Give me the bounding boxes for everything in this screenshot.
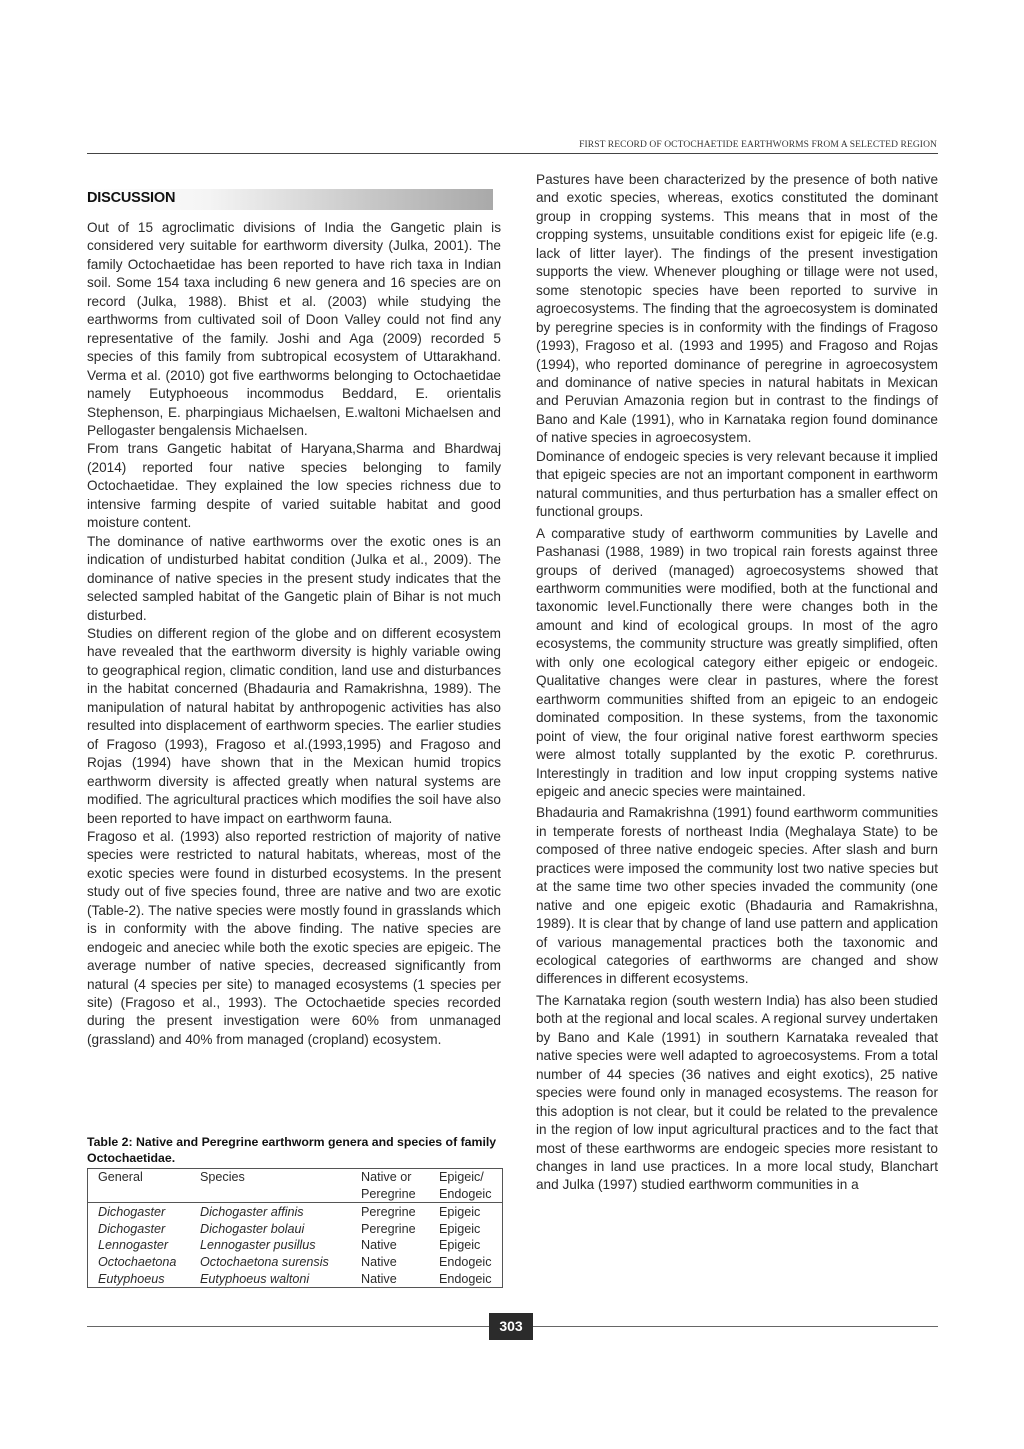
table-cell: Octochaetona [98,1254,177,1269]
table-cell: Native [361,1254,397,1269]
table-cell: Native [361,1271,397,1286]
table-row [88,1237,503,1254]
paragraph: From trans Gangetic habitat of Haryana,Sharma and Bhardwaj (2014) reported four native species belonging to family Octochaetidae. They explained the low species richness due to intensive farming despite of varied suitable habitat and good moisture content. [87,441,501,531]
table-row [88,1203,503,1221]
table-cell: Epigeic [439,1205,481,1220]
table-cell: Peregrine [361,1205,416,1220]
table-cell: Endogeic [439,1271,492,1286]
table-cell: Lennogaster [98,1238,169,1253]
table-cell: Octochaetona surensis [200,1254,329,1269]
table-cell: Dichogaster [98,1205,166,1220]
paragraph: The Karnataka region (south western India) has also been studied both at the regional and local scales. A regional survey undertaken by Bano and Kale (1991) in southern Karnataka revealed that native species were well adapted to agroecosystems. From a total number of 44 species (36 natives and eight exotics), 25 native species were found only in managed ecosystems. The reason for this adoption is not clear, but it could be related to the prevalence in the region of low input agricultural practices and to the fact that most of these earthworms are endogeic species more resistant to changes in land use practices. In a more local study, Blanchart and Julka (1997) studied earthworm communities in a [536,992,938,1193]
table-row [88,1254,503,1271]
paragraph: Pastures have been characterized by the presence of both native and exotic species, whereas, exotics constituted the dominant group in cropping systems. This means that in most of the cropping systems, unsuitable conditions exist for epigeic life (e.g. lack of litter layer). The findings of the present investigation supports the view. Whenever ploughing or tillage were not used, some stenotopic species have been reported to survive in agroecosystems. The finding that the agroecosystem is dominated by peregrine species is in conformity with the findings of Fragoso (1993), Fragoso et al. (1993 and 1995) and Fragoso and Rojas (1994), who reported dominance of peregrine in agroecosystem and dominance of native species in natural habitats in Mexican and Peruvian Amazonia region but in contrast to the findings of Bano and Kale (1991), who in Karnataka region found dominance of native species in agroecosystem. [536,172,938,446]
table-header-row [88,1169,503,1203]
table-cell: Endogeic [439,1254,492,1269]
paragraph: Studies on different region of the globe and on different ecosystem have revealed that the earthworm diversity is highly variable owing to geographical region, climatic condition, land use and disturbances in the habitat concerned (Bhadauria and Ramakrishna, 1989). The manipulation of natural habitat by anthropogenic activities has also resulted into displacement of earthworm species. The earlier studies of Fragoso (1993), Fragoso et al.(1993,1995) and Fragoso and Rojas (1994) have shown that in the Mexican humid tropics earthworm diversity is affected greatly when natural systems are modified. The agricultural practices which modifies the soil have also been reported to have impact on earthworm fauna. [87,625,501,826]
table-header-cell: General [88,1169,191,1203]
table-header-cell: Epigeic/ Endogeic [429,1169,503,1203]
paragraph: Dominance of endogeic species is very relevant because it implied that epigeic species are not an important component in earthworm natural communities, and thus perturbation has a smaller effect on functional groups. [536,448,938,520]
table-cell: Eutyphoeus [98,1271,165,1286]
section-heading [87,189,493,210]
table-cell: Lennogaster pusillus [200,1238,316,1253]
left-column [87,219,501,1049]
paragraph: Out of 15 agroclimatic divisions of India the Gangetic plain is considered very suitable for earthworm diversity (Julka, 2001). The family Octochaetidae has been reported to have rich taxa in Indian soil. Some 154 taxa including 6 new genera and 16 species are on record (Julka, 1988). Bhist et al. (2003) while studying the earthworms from cultivated soil of Doon Valley could not find any representative of the family. Joshi and Aga (2009) recorded 5 species of this family from subtropical ecosystem of Uttarakhand. Verma et al. (2010) got five earthworms belonging to Octochaetidae namely Eutyphoeous incommodus Beddard, E. orientalis Stephenson, E. pharpingiaus Michaelsen, E.waltoni Michaelsen and Pellogaster bengalensis Michaelsen. [87,220,501,438]
table-header-cell: Native or Peregrine [351,1169,429,1203]
table-row [88,1221,503,1238]
table-cell: Dichogaster bolaui [200,1221,305,1236]
species-table [87,1168,503,1288]
table-cell: Dichogaster affinis [200,1205,304,1220]
paragraph: The dominance of native earthworms over the exotic ones is an indication of undisturbed habitat condition (Julka et al., 2009). The dominance of native species in the present study indicates that the selected sampled habitat of the Gangetic plain of Bihar is not much disturbed. [87,533,501,623]
table-header-cell: Species [190,1169,351,1203]
section-title: DISCUSSION [87,190,176,206]
table-caption: Table 2: Native and Peregrine earthworm genera and species of family Octochaetidae. [87,1135,497,1165]
table-cell: Epigeic [439,1238,481,1253]
table-cell: Eutyphoeus waltoni [200,1271,310,1286]
paragraph: A comparative study of earthworm communities by Lavelle and Pashanasi (1988, 1989) in two tropical rain forests against three groups of derived (managed) agroecosystems showed that earthworm communities were modified, both at the functional and taxonomic level.Functionally there were changes both in the amount and kind of ecological groups. In most of the agro ecosystems, the community structure was greatly simplified, often with only one ecological category either epigeic or endogeic. Qualitative changes were clear in pastures, where the forest earthworm communities shifted from an epigeic to an endogeic dominated composition. In these systems, from the taxonomic point of view, the four original native forest earthworm species were almost totally supplanted by the exotic P. corethrurus. Interestingly in tradition and low input cropping systems native epigeic and anecic species were maintained. [536,525,938,799]
table-cell: Native [361,1238,397,1253]
paragraph: Fragoso et al. (1993) also reported restriction of majority of native species were restricted to natural habitats, whereas, most of the exotic species were found in disturbed ecosystems. In the present study out of five species found, three are native and two are exotic (Table-2). The native species were mostly found in grasslands which is in conformity with the above finding. The native species are endogeic and aneciec while both the exotic species are epigeic. The average number of native species, decreased significantly from natural (4 species per site) to managed ecosystems (1 species per site) (Fragoso et al., 1993). The Octochaetide species recorded during the present investigation were 60% from unmanaged (grassland) and 40% from managed (cropland) ecosystem. [87,828,501,1047]
page-number: 303 [489,1313,533,1340]
running-head: FIRST RECORD OF OCTOCHAETIDE EARTHWORMS FROM A SELECTED REGION [579,140,937,150]
right-column [536,171,938,1195]
table-cell: Peregrine [361,1221,416,1236]
table-cell: Epigeic [439,1221,481,1236]
table-row [88,1271,503,1288]
paragraph: Bhadauria and Ramakrishna (1991) found earthworm communities in temperate forests of northeast India (Meghalaya State) to be composed of three native endogeic species. After slash and burn practices were imposed the community lost two native species but at the same time two other species invaded the community (one native and one epigeic exotic (Bhadauria and Ramakrishna, 1989). It is clear that by change of land use pattern and application of various managemental practices both the taxonomic and ecological categories of earthworms are changed and show differences in different ecosystems. [536,805,938,987]
table-cell: Dichogaster [98,1221,166,1236]
header-rule [87,153,938,154]
